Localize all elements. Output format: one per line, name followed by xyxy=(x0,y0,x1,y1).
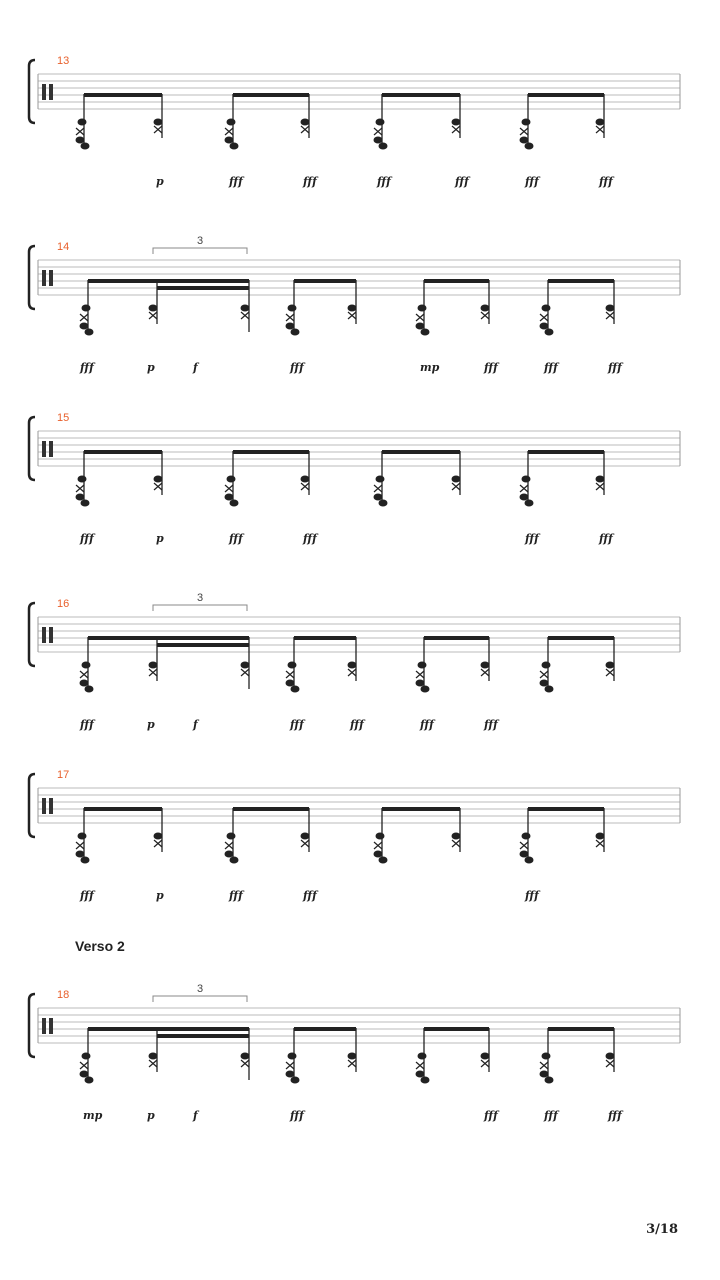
hihat-x-notehead xyxy=(452,126,460,133)
notehead xyxy=(286,680,295,687)
measure-number: 14 xyxy=(57,241,70,253)
beam xyxy=(233,450,309,454)
tuplet-bracket xyxy=(153,605,247,611)
dynamic-mark: fff xyxy=(377,175,391,188)
dynamic-mark: mp xyxy=(420,361,440,374)
notehead xyxy=(291,329,300,336)
notehead xyxy=(78,833,87,840)
notehead xyxy=(374,137,383,144)
notehead xyxy=(81,500,90,507)
notehead xyxy=(421,329,430,336)
hihat-x-notehead xyxy=(481,1060,489,1067)
dynamic-mark: fff xyxy=(525,532,539,545)
dynamic-mark: fff xyxy=(80,889,94,902)
percussion-clef-bar xyxy=(42,1018,46,1034)
notehead xyxy=(76,494,85,501)
notehead xyxy=(149,1053,158,1060)
beam xyxy=(382,93,460,97)
notehead xyxy=(154,119,163,126)
hihat-x-notehead xyxy=(149,312,157,319)
beam xyxy=(424,636,489,640)
dynamic-mark: fff xyxy=(484,1109,498,1122)
notehead xyxy=(301,476,310,483)
dynamic-mark: fff xyxy=(525,175,539,188)
notehead xyxy=(301,833,310,840)
cymbal-x-notehead xyxy=(374,128,382,135)
dynamic-mark: p xyxy=(156,532,164,545)
dynamic-mark: fff xyxy=(599,532,613,545)
dynamic-mark: fff xyxy=(608,1109,622,1122)
beam xyxy=(548,636,614,640)
notehead xyxy=(540,323,549,330)
notehead xyxy=(374,494,383,501)
dynamic-mark: fff xyxy=(484,361,498,374)
notehead xyxy=(230,857,239,864)
notehead xyxy=(418,1053,427,1060)
dynamic-mark: fff xyxy=(229,889,243,902)
notehead xyxy=(418,305,427,312)
dynamic-mark: fff xyxy=(455,175,469,188)
dynamic-mark: fff xyxy=(80,718,94,731)
notehead xyxy=(78,119,87,126)
system-bracket xyxy=(29,60,35,123)
cymbal-x-notehead xyxy=(374,842,382,849)
notehead xyxy=(230,500,239,507)
dynamic-mark: fff xyxy=(544,1109,558,1122)
beam xyxy=(84,450,162,454)
hihat-x-notehead xyxy=(596,483,604,490)
cymbal-x-notehead xyxy=(540,671,548,678)
cymbal-x-notehead xyxy=(225,842,233,849)
cymbal-x-notehead xyxy=(80,671,88,678)
beam xyxy=(88,1027,249,1031)
percussion-clef-bar xyxy=(49,441,53,457)
notehead xyxy=(78,476,87,483)
notehead xyxy=(452,476,461,483)
notehead xyxy=(416,680,425,687)
cymbal-x-notehead xyxy=(520,128,528,135)
hihat-x-notehead xyxy=(596,126,604,133)
notehead xyxy=(606,305,615,312)
percussion-clef-bar xyxy=(42,798,46,814)
cymbal-x-notehead xyxy=(520,842,528,849)
dynamic-mark: fff xyxy=(544,361,558,374)
section-label: Verso 2 xyxy=(75,938,125,954)
dynamic-mark: fff xyxy=(525,889,539,902)
beam-secondary xyxy=(157,643,249,647)
dynamic-mark: p xyxy=(156,175,164,188)
dynamic-mark: mp xyxy=(83,1109,103,1122)
dynamic-mark: fff xyxy=(229,175,243,188)
cymbal-x-notehead xyxy=(76,842,84,849)
notehead xyxy=(225,494,234,501)
beam xyxy=(382,807,460,811)
notehead xyxy=(540,680,549,687)
notehead xyxy=(80,323,89,330)
notehead xyxy=(376,476,385,483)
notehead xyxy=(379,857,388,864)
hihat-x-notehead xyxy=(596,840,604,847)
notehead xyxy=(596,476,605,483)
hihat-x-notehead xyxy=(606,669,614,676)
beam xyxy=(233,93,309,97)
notehead xyxy=(225,137,234,144)
notehead xyxy=(241,305,250,312)
beam xyxy=(382,450,460,454)
beam xyxy=(294,279,356,283)
hihat-x-notehead xyxy=(348,312,356,319)
cymbal-x-notehead xyxy=(286,671,294,678)
notehead xyxy=(154,476,163,483)
notehead xyxy=(522,833,531,840)
measure-number: 17 xyxy=(57,769,70,781)
notehead xyxy=(452,119,461,126)
notehead xyxy=(85,329,94,336)
notehead xyxy=(227,833,236,840)
hihat-x-notehead xyxy=(348,669,356,676)
cymbal-x-notehead xyxy=(80,1062,88,1069)
percussion-clef-bar xyxy=(49,270,53,286)
dynamic-mark: fff xyxy=(484,718,498,731)
dynamic-mark: p xyxy=(147,718,155,731)
notehead xyxy=(379,143,388,150)
tuplet-number: 3 xyxy=(197,592,204,604)
notehead xyxy=(286,1071,295,1078)
hihat-x-notehead xyxy=(606,1060,614,1067)
beam xyxy=(548,1027,614,1031)
beam-secondary xyxy=(157,1034,249,1038)
hihat-x-notehead xyxy=(452,483,460,490)
notehead xyxy=(301,119,310,126)
tuplet-number: 3 xyxy=(197,235,204,247)
notehead xyxy=(545,1077,554,1084)
notehead xyxy=(85,686,94,693)
hihat-x-notehead xyxy=(301,483,309,490)
percussion-clef-bar xyxy=(49,627,53,643)
notehead xyxy=(452,833,461,840)
notehead xyxy=(542,1053,551,1060)
notehead xyxy=(520,851,529,858)
notehead xyxy=(82,305,91,312)
dynamic-mark: fff xyxy=(420,718,434,731)
notehead xyxy=(291,686,300,693)
notehead xyxy=(288,305,297,312)
system-bracket xyxy=(29,417,35,480)
cymbal-x-notehead xyxy=(416,314,424,321)
notehead xyxy=(520,494,529,501)
dynamic-mark: fff xyxy=(608,361,622,374)
notehead xyxy=(606,1053,615,1060)
dynamic-mark: p xyxy=(147,361,155,374)
notehead xyxy=(288,662,297,669)
notehead xyxy=(418,662,427,669)
beam xyxy=(88,279,249,283)
cymbal-x-notehead xyxy=(286,1062,294,1069)
percussion-clef-bar xyxy=(42,441,46,457)
cymbal-x-notehead xyxy=(416,671,424,678)
beam xyxy=(233,807,309,811)
system-bracket xyxy=(29,994,35,1057)
notehead xyxy=(82,662,91,669)
notehead xyxy=(522,476,531,483)
notehead xyxy=(80,680,89,687)
beam xyxy=(84,93,162,97)
percussion-clef-bar xyxy=(42,84,46,100)
notehead xyxy=(149,662,158,669)
dynamic-mark: fff xyxy=(229,532,243,545)
hihat-x-notehead xyxy=(154,126,162,133)
cymbal-x-notehead xyxy=(540,314,548,321)
dynamic-mark: f xyxy=(193,361,198,374)
notehead xyxy=(230,143,239,150)
notehead xyxy=(416,323,425,330)
dynamic-mark: p xyxy=(156,889,164,902)
tuplet-number: 3 xyxy=(197,983,204,995)
hihat-x-notehead xyxy=(481,312,489,319)
notehead xyxy=(374,851,383,858)
beam xyxy=(548,279,614,283)
dynamic-mark: p xyxy=(147,1109,155,1122)
cymbal-x-notehead xyxy=(76,128,84,135)
dynamic-mark: fff xyxy=(80,532,94,545)
notehead xyxy=(376,119,385,126)
system-bracket xyxy=(29,774,35,837)
notehead xyxy=(227,119,236,126)
beam xyxy=(424,1027,489,1031)
hihat-x-notehead xyxy=(452,840,460,847)
dynamic-mark: f xyxy=(193,718,198,731)
notehead xyxy=(149,305,158,312)
dynamic-mark: fff xyxy=(80,361,94,374)
beam xyxy=(424,279,489,283)
notehead xyxy=(227,476,236,483)
notehead xyxy=(542,305,551,312)
dynamic-mark: fff xyxy=(599,175,613,188)
notehead xyxy=(421,1077,430,1084)
notehead xyxy=(76,137,85,144)
notehead xyxy=(596,833,605,840)
notehead xyxy=(525,143,534,150)
percussion-clef-bar xyxy=(49,84,53,100)
dynamic-mark: fff xyxy=(303,532,317,545)
hihat-x-notehead xyxy=(301,840,309,847)
hihat-x-notehead xyxy=(301,126,309,133)
hihat-x-notehead xyxy=(348,1060,356,1067)
hihat-x-notehead xyxy=(149,669,157,676)
dynamic-mark: fff xyxy=(303,889,317,902)
notehead xyxy=(545,329,554,336)
beam xyxy=(294,636,356,640)
beam xyxy=(528,450,604,454)
notehead xyxy=(291,1077,300,1084)
notehead xyxy=(348,1053,357,1060)
dynamic-mark: fff xyxy=(290,1109,304,1122)
measure-number: 15 xyxy=(57,412,70,424)
hihat-x-notehead xyxy=(154,483,162,490)
tuplet-bracket xyxy=(153,248,247,254)
notehead xyxy=(376,833,385,840)
notehead xyxy=(520,137,529,144)
notehead xyxy=(348,662,357,669)
beam xyxy=(84,807,162,811)
notehead xyxy=(596,119,605,126)
measure-number: 18 xyxy=(57,989,70,1001)
notehead xyxy=(241,662,250,669)
beam-secondary xyxy=(157,286,249,290)
cymbal-x-notehead xyxy=(225,485,233,492)
cymbal-x-notehead xyxy=(76,485,84,492)
hihat-x-notehead xyxy=(241,1060,249,1067)
notehead xyxy=(288,1053,297,1060)
notehead xyxy=(481,305,490,312)
beam xyxy=(294,1027,356,1031)
notehead xyxy=(545,686,554,693)
notehead xyxy=(81,143,90,150)
notehead xyxy=(225,851,234,858)
cymbal-x-notehead xyxy=(286,314,294,321)
tuplet-bracket xyxy=(153,996,247,1002)
system-bracket xyxy=(29,246,35,309)
cymbal-x-notehead xyxy=(225,128,233,135)
percussion-clef-bar xyxy=(49,1018,53,1034)
percussion-clef-bar xyxy=(49,798,53,814)
cymbal-x-notehead xyxy=(540,1062,548,1069)
hihat-x-notehead xyxy=(481,669,489,676)
notehead xyxy=(421,686,430,693)
notehead xyxy=(540,1071,549,1078)
notehead xyxy=(481,662,490,669)
hihat-x-notehead xyxy=(149,1060,157,1067)
notehead xyxy=(379,500,388,507)
hihat-x-notehead xyxy=(241,312,249,319)
beam xyxy=(528,93,604,97)
notehead xyxy=(241,1053,250,1060)
beam xyxy=(88,636,249,640)
percussion-clef-bar xyxy=(42,627,46,643)
notehead xyxy=(416,1071,425,1078)
percussion-clef-bar xyxy=(42,270,46,286)
notehead xyxy=(81,857,90,864)
notehead xyxy=(522,119,531,126)
hihat-x-notehead xyxy=(241,669,249,676)
dynamic-mark: fff xyxy=(303,175,317,188)
notehead xyxy=(525,857,534,864)
system-bracket xyxy=(29,603,35,666)
hihat-x-notehead xyxy=(154,840,162,847)
notehead xyxy=(606,662,615,669)
notehead xyxy=(76,851,85,858)
cymbal-x-notehead xyxy=(80,314,88,321)
notehead xyxy=(542,662,551,669)
cymbal-x-notehead xyxy=(374,485,382,492)
notehead xyxy=(80,1071,89,1078)
notehead xyxy=(525,500,534,507)
dynamic-mark: fff xyxy=(350,718,364,731)
notehead xyxy=(82,1053,91,1060)
cymbal-x-notehead xyxy=(520,485,528,492)
cymbal-x-notehead xyxy=(416,1062,424,1069)
notehead xyxy=(85,1077,94,1084)
hihat-x-notehead xyxy=(606,312,614,319)
dynamic-mark: f xyxy=(193,1109,198,1122)
dynamic-mark: fff xyxy=(290,361,304,374)
notehead xyxy=(286,323,295,330)
notehead xyxy=(481,1053,490,1060)
measure-number: 13 xyxy=(57,55,70,67)
measure-number: 16 xyxy=(57,598,70,610)
beam xyxy=(528,807,604,811)
notehead xyxy=(348,305,357,312)
dynamic-mark: fff xyxy=(290,718,304,731)
page-number: 3/18 xyxy=(646,1222,678,1237)
notehead xyxy=(154,833,163,840)
